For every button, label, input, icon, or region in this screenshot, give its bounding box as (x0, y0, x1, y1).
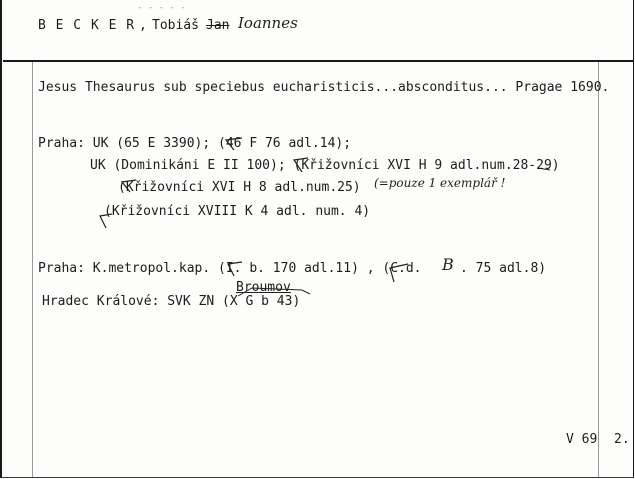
struck-name: Jan (206, 18, 230, 33)
shelfmark-code: V 69 (566, 432, 598, 447)
holding-praha-metropol: Praha: K.metropol.kap. (I. b. 170 adl.11) , (C.d. (38, 261, 422, 276)
author-forename: Tobiáš (152, 18, 199, 33)
holding-praha-uk-4: (Křižovníci XVIII K 4 adl. num. 4) (104, 204, 371, 219)
faint-top-marks: - - - - - (137, 3, 186, 13)
header-comma: , (139, 18, 147, 33)
holding-praha-uk-1: Praha: UK (65 E 3390); (46 F 76 adl.14); (38, 136, 352, 151)
broumov-insert: Broumov (236, 280, 291, 295)
holding-praha-uk-2: UK (Dominikáni E II 100); (Křižovníci XVI H 9 adl.num.28-29) (90, 158, 560, 173)
pen-marks (2, 0, 635, 478)
shelfmark-number: 2. (614, 432, 630, 447)
right-margin-rule (598, 62, 599, 477)
holding-hradec: Hradec Králové: SVK ZN (X G b 43) (42, 294, 301, 309)
holding-praha-metropol-end: . 75 adl.8) (460, 261, 547, 276)
left-margin-rule (32, 62, 33, 477)
title-line: Jesus Thesaurus sub speciebus eucharisticis...absconditus... Pragae 1690. (38, 80, 610, 95)
header-rule (3, 60, 633, 62)
holding-praha-uk-3: (Křižovníci XVI H 8 adl.num.25) (118, 180, 361, 195)
handwritten-note: (=pouze 1 exemplář ! (374, 176, 506, 190)
author-surname: B E C K E R (38, 18, 136, 33)
handwritten-insert: B (442, 255, 454, 274)
handwritten-name: Ioannes (238, 14, 298, 32)
